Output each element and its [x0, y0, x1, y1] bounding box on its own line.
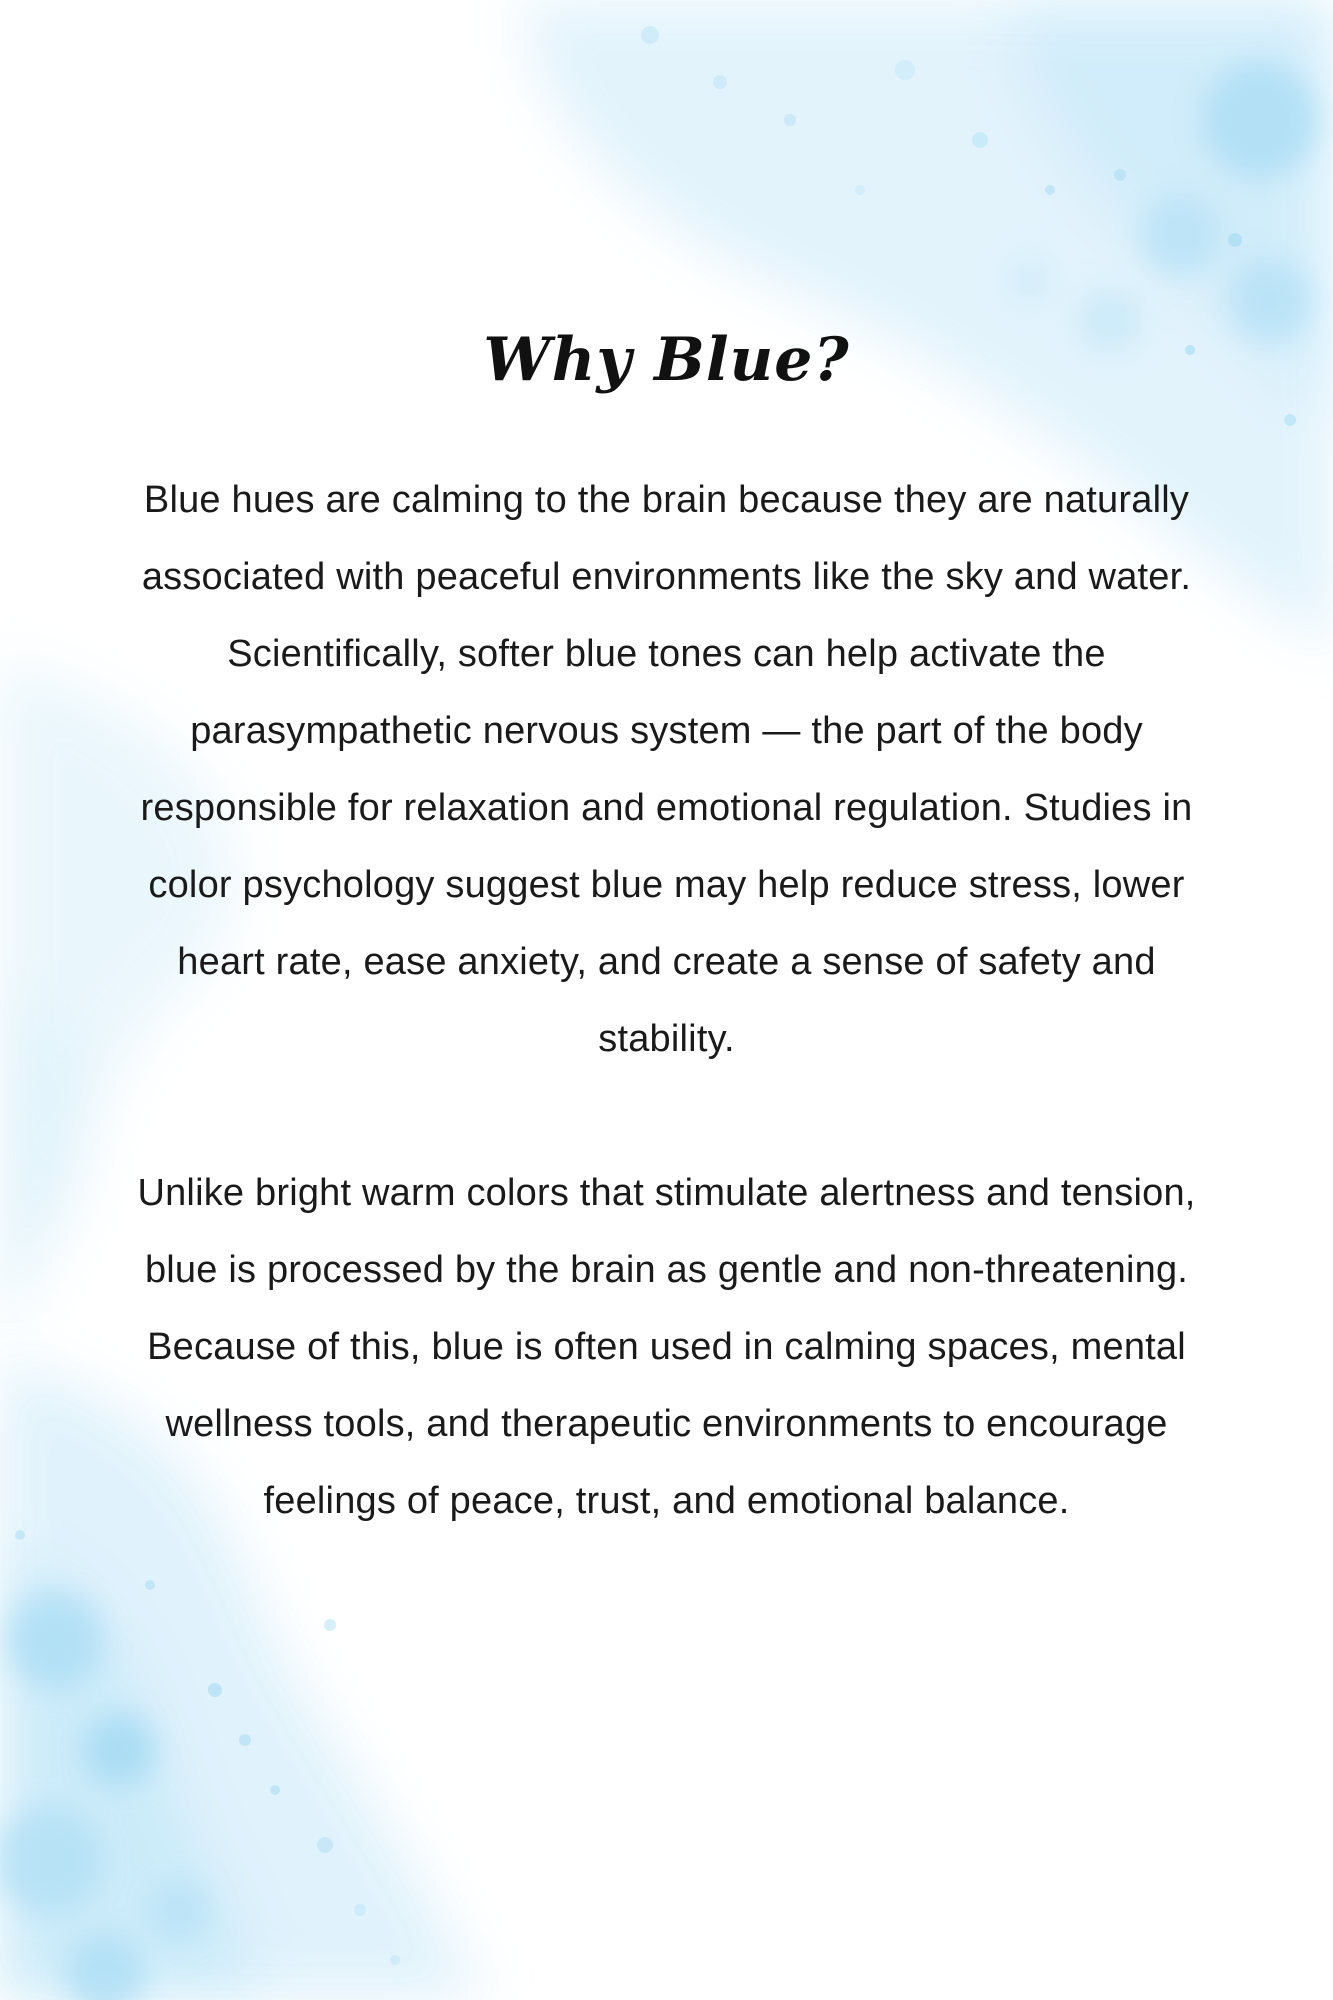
document-title: Why Blue? [483, 325, 850, 395]
paragraph-1: Blue hues are calming to the brain because they are naturally associated with peaceful environments like the sky and water. Scientifically, softer blue tones can help activate the parasympathetic nervous system — the part of the body responsible for relaxation and emotional regulation. Studies in color psychology suggest blue may help reduce stress, lower heart rate, ease anxiety, and create a sense of safety and stability. [140, 479, 1193, 1060]
paragraph-2: Unlike bright warm colors that stimulate alertness and tension, blue is processed by the brain as gentle and non-threatening. Because of this, blue is often used in calming spaces, mental wellness tools, and therapeutic environments to encourage feelings of peace, trust, and emotional balance. [137, 1172, 1196, 1522]
